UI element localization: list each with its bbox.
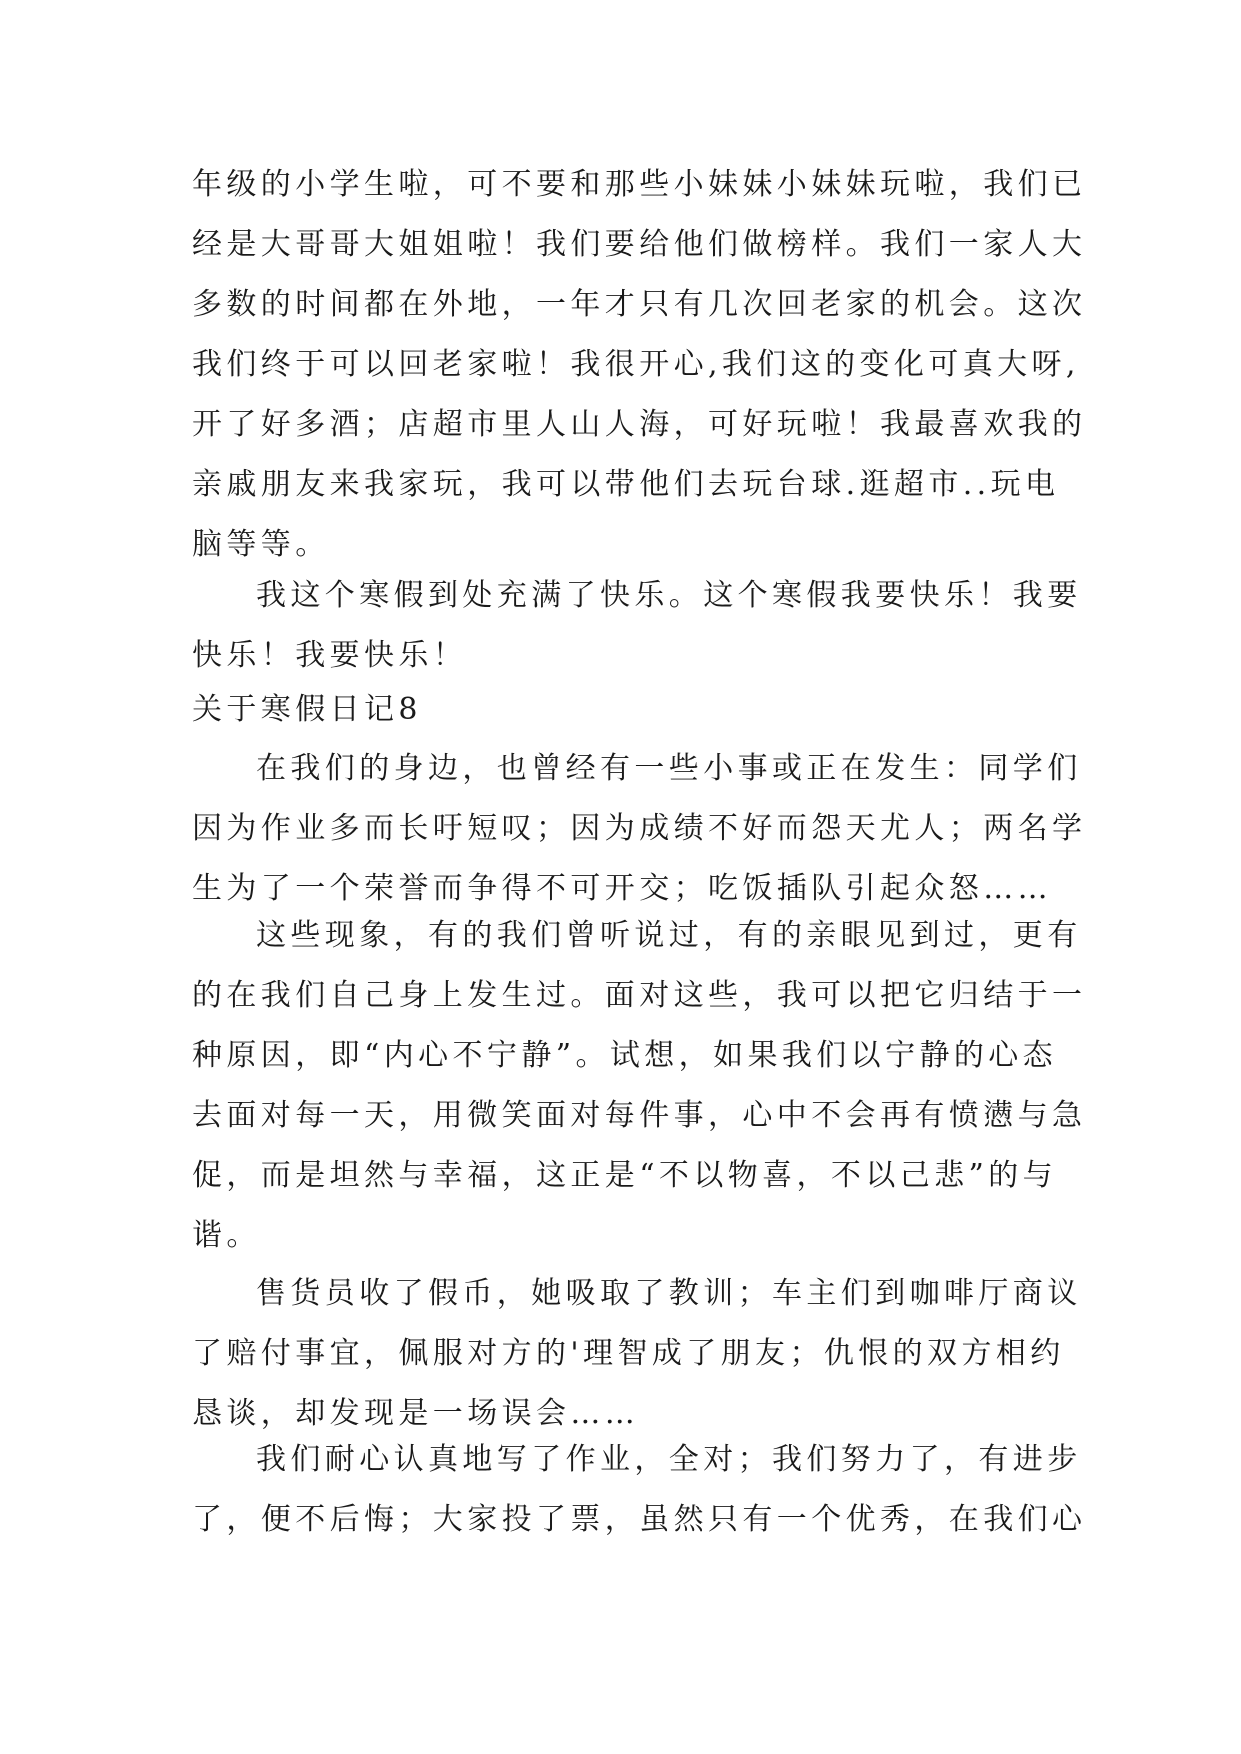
text-line: 了赔付事宜，佩服对方的'理智成了朋友；仇恨的双方相约 xyxy=(192,1336,1065,1371)
text-line: 去面对每一天，用微笑面对每件事，心中不会再有愤懑与急 xyxy=(192,1098,1087,1133)
text-line: 我这个寒假到处充满了快乐。这个寒假我要快乐！我要 xyxy=(256,578,1082,613)
text-line: 因为作业多而长吁短叹；因为成绩不好而怨天尤人；两名学 xyxy=(192,811,1087,846)
text-line: 售货员收了假币，她吸取了教训；车主们到咖啡厅商议 xyxy=(256,1276,1082,1311)
heading-text: 关于寒假日记8 xyxy=(192,692,422,727)
paragraph-efforts xyxy=(192,1430,1087,1550)
paragraph-small-things xyxy=(192,739,1087,919)
text-line: 多数的时间都在外地，一年才只有几次回老家的机会。这次 xyxy=(192,287,1087,322)
text-line: 快乐！我要快乐！ xyxy=(192,638,468,673)
text-line: 年级的小学生啦，可不要和那些小妹妹小妹妹玩啦，我们已 xyxy=(192,167,1087,202)
paragraph-happy-holiday xyxy=(192,566,1082,686)
section-heading xyxy=(192,680,1052,740)
text-line: 促，而是坦然与幸福，这正是“不以物喜，不以己悲”的与 xyxy=(192,1158,1058,1193)
text-line: 的在我们自己身上发生过。面对这些，我可以把它归结于一 xyxy=(192,978,1087,1013)
text-line: 亲戚朋友来我家玩，我可以带他们去玩台球.逛超市..玩电 xyxy=(192,467,1060,502)
paragraph-continuation xyxy=(192,155,1087,575)
text-line: 开了好多酒；店超市里人山人海，可好玩啦！我最喜欢我的 xyxy=(192,407,1087,442)
text-line: 种原因，即“内心不宁静”。试想，如果我们以宁静的心态 xyxy=(192,1038,1058,1073)
text-line: 在我们的身边，也曾经有一些小事或正在发生：同学们 xyxy=(256,751,1082,786)
paragraph-inner-peace xyxy=(192,906,1087,1266)
text-line: 谐。 xyxy=(192,1218,261,1253)
text-line: 了，便不后悔；大家投了票，虽然只有一个优秀，在我们心 xyxy=(192,1502,1087,1537)
text-line: 生为了一个荣誉而争得不可开交；吃饭插队引起众怒…… xyxy=(192,871,1052,906)
text-line: 恳谈，却发现是一场误会…… xyxy=(192,1396,640,1431)
text-line: 我们终于可以回老家啦！我很开心,我们这的变化可真大呀, xyxy=(192,347,1080,382)
text-line: 脑等等。 xyxy=(192,527,330,562)
paragraph-examples xyxy=(192,1264,1082,1444)
text-line: 我们耐心认真地写了作业，全对；我们努力了，有进步 xyxy=(256,1442,1082,1477)
text-line: 这些现象，有的我们曾听说过，有的亲眼见到过，更有 xyxy=(256,918,1082,953)
text-line: 经是大哥哥大姐姐啦！我们要给他们做榜样。我们一家人大 xyxy=(192,227,1087,262)
